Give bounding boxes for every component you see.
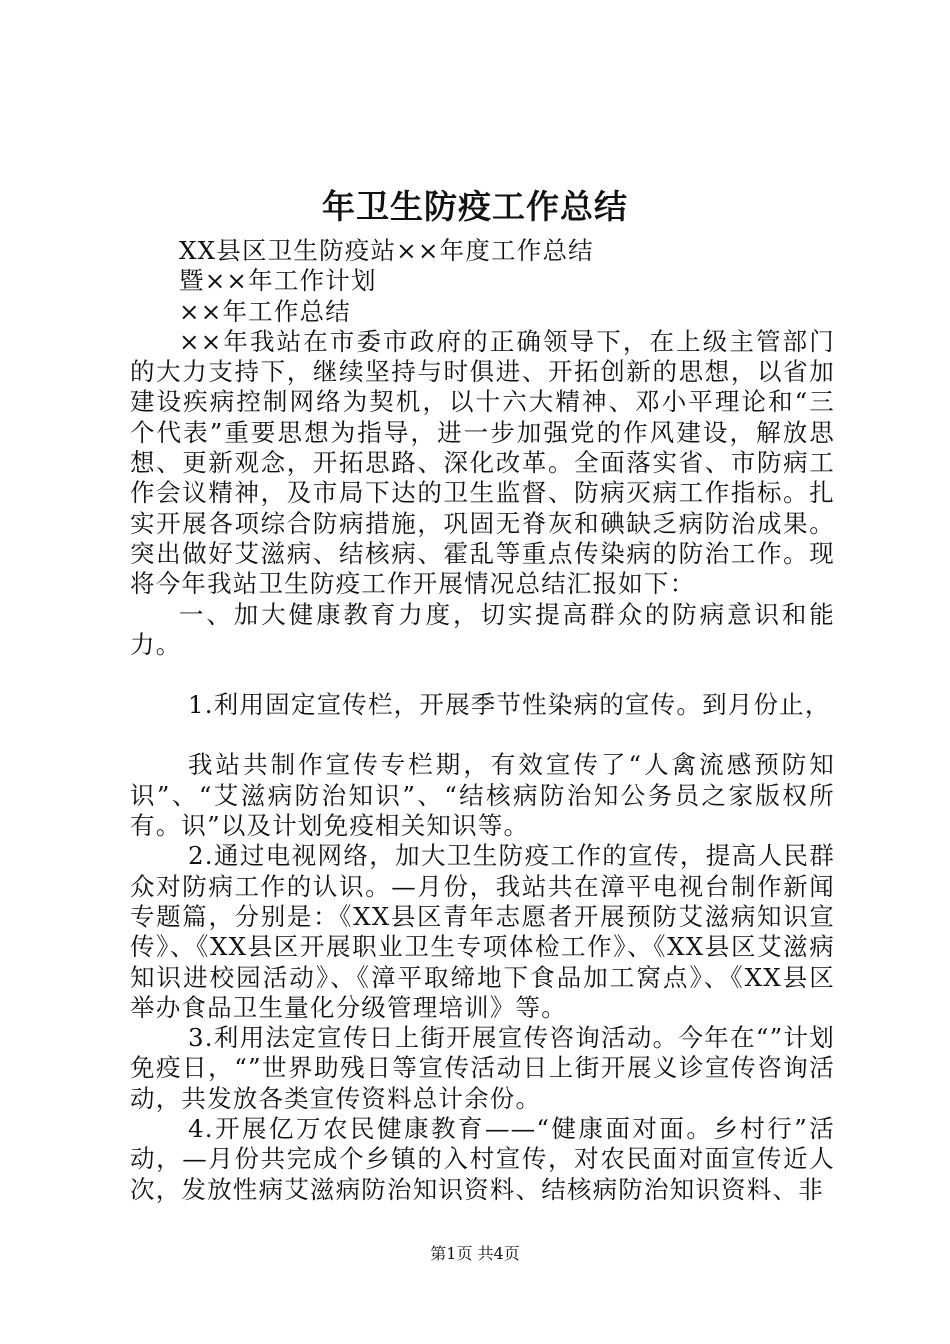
heading-one: 一、加大健康教育力度，切实提高群众的防病意识和能力。 (130, 599, 835, 659)
subtitle-line-1: XX县区卫生防疫站××年度工作总结 (179, 236, 594, 265)
intro-paragraph: ××年我站在市委市政府的正确领导下，在上级主管部门的大力支持下，继续坚持与时俱进、开拓创新的思想，以省加建设疾病控制网络为契机，以十六大精神、邓小平理论和“三个代表”重要思想为指导，进一步加强党的作风建设，解放思想、更新观念，开拓思路、深化改革。全面落实省、市防病工作会议精神，及市局下达的卫生监督、防病灭病工作指标。扎实开展各项综合防病措施，巩固无脊灰和碘缺乏病防治成果。突出做好艾滋病、结核病、霍乱等重点传染病的防治工作。现将今年我站卫生防疫工作开展情况总结汇报如下： (130, 326, 835, 599)
item-2-paragraph: 2.通过电视网络，加大卫生防疫工作的宣传，提高人民群众对防病工作的认识。—月份，我站共在漳平电视台制作新闻专题篇，分别是：《XX县区青年志愿者开展预防艾滋病知识宣传》、《XX县区开展职业卫生专项体检工作》、《XX县区艾滋病知识进校园活动》、《漳平取缔地下食品加工窝点》、《XX县区举办食品卫生量化分级管理培训》等。 (130, 841, 835, 1022)
item-1-continuation: 我站共制作宣传专栏期，有效宣传了“人禽流感预防知识”、“艾滋病防治知识”、“结核病防治知公务员之家版权所有。识”以及计划免疫相关知识等。 (130, 750, 835, 841)
item-3-paragraph: 3.利用法定宣传日上街开展宣传咨询活动。今年在“”计划免疫日，“”世界助残日等宣传活动日上街开展义诊宣传咨询活动，共发放各类宣传资料总计余份。 (130, 1023, 835, 1113)
item-4-paragraph: 4.开展亿万农民健康教育——“健康面对面。乡村行”活动，—月份共完成个乡镇的入村宣传，对农民面对面宣传近人次，发放性病艾滋病防治知识资料、结核病防治知识资料、非 (130, 1114, 835, 1204)
item-1-paragraph: 1.利用固定宣传栏，开展季节性染病的宣传。到月份止， (188, 690, 831, 720)
section-heading: ××年工作总结 (179, 296, 351, 326)
subtitle-line-2: 暨××年工作计划 (179, 266, 377, 296)
document-body (130, 236, 835, 1205)
document-title: 年卫生防疫工作总结 (322, 187, 628, 226)
page-footer: 第1页 共4页 (430, 1244, 520, 1263)
